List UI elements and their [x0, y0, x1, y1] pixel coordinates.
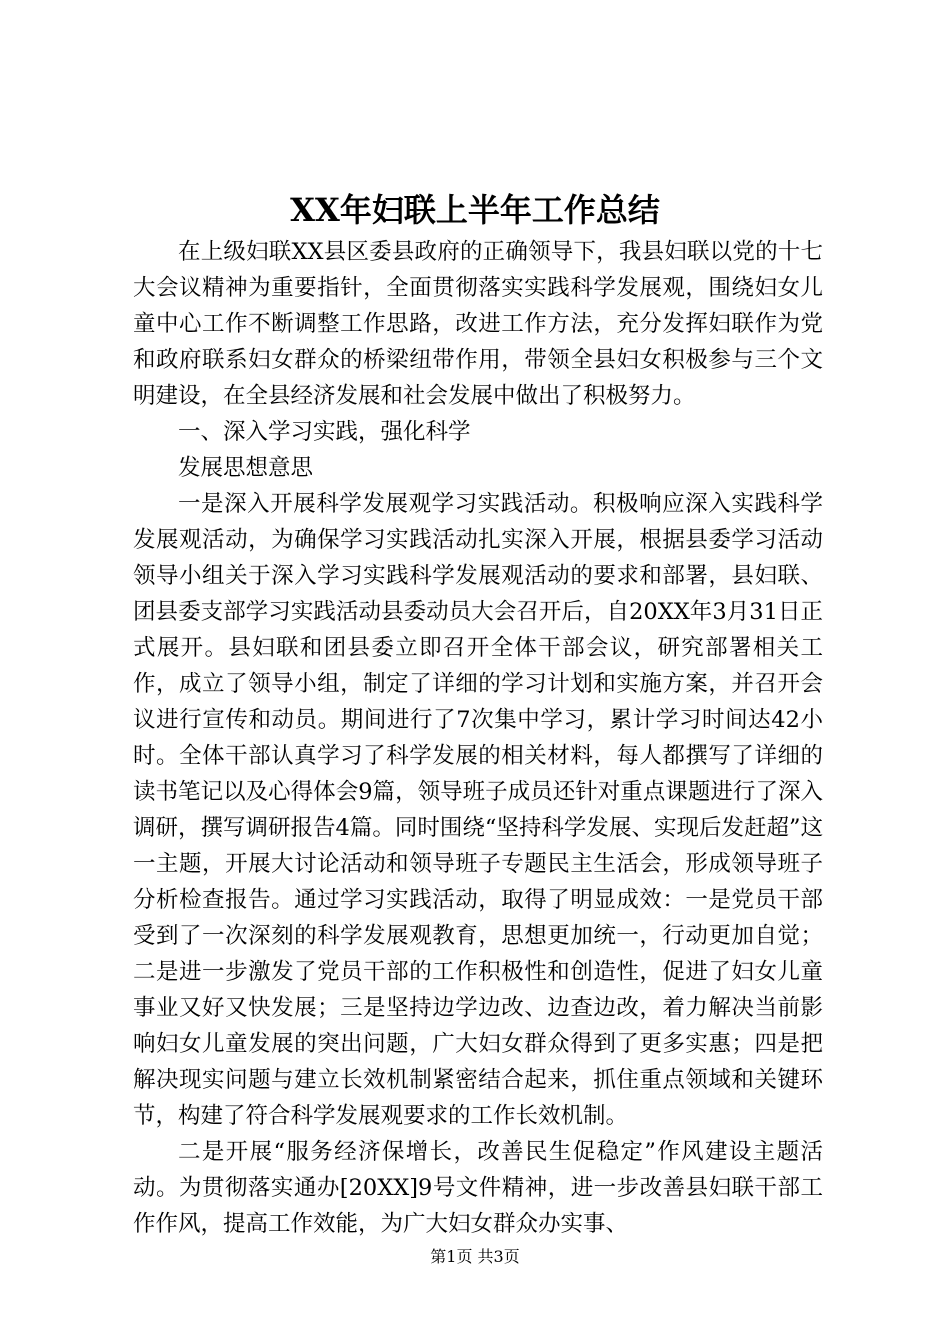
- section-heading-1: 一、深入学习实践，强化科学: [178, 419, 471, 445]
- section-heading-1-cont: 发展思想意思: [178, 455, 314, 481]
- paragraph-item-2: 二是开展“服务经济保增长，改善民生促稳定”作风建设主题活动。为贯彻落实通办[20XX]9号文件精神，进一步改善县妇联干部工作作风，提高工作效能，为广大妇女群众办实事、: [133, 1139, 823, 1237]
- document-title: XX年妇联上半年工作总结: [290, 191, 660, 229]
- document-body: [133, 234, 823, 1242]
- paragraph-item-1: 一是深入开展科学发展观学习实践活动。积极响应深入实践科学发展观活动，为确保学习实践活动扎实深入开展，根据县委学习活动领导小组关于深入学习实践科学发展观活动的要求和部署，县妇联、团县委支部学习实践活动县委动员大会召开后，自20XX年3月31日正式展开。县妇联和团县委立即召开全体干部会议，研究部署相关工作，成立了领导小组，制定了详细的学习计划和实施方案，并召开会议进行宣传和动员。期间进行了7次集中学习，累计学习时间达42小时。全体干部认真学习了科学发展的相关材料，每人都撰写了详细的读书笔记以及心得体会9篇，领导班子成员还针对重点课题进行了深入调研，撰写调研报告4篇。同时围绕“坚持科学发展、实现后发赶超”这一主题，开展大讨论活动和领导班子专题民主生活会，形成领导班子分析检查报告。通过学习实践活动，取得了明显成效：一是党员干部受到了一次深刻的科学发展观教育，思想更加统一，行动更加自觉；二是进一步激发了党员干部的工作积极性和创造性，促进了妇女儿童事业又好又快发展；三是坚持边学边改、边查边改，着力解决当前影响妇女儿童发展的突出问题，广大妇女群众得到了更多实惠；四是把解决现实问题与建立长效机制紧密结合起来，抓住重点领域和关键环节，构建了符合科学发展观要求的工作长效机制。: [133, 491, 823, 1129]
- page-number: 第1页 共3页: [430, 1247, 520, 1266]
- paragraph-intro: 在上级妇联XX县区委县政府的正确领导下，我县妇联以党的十七大会议精神为重要指针，全面贯彻落实实践科学发展观，围绕妇女儿童中心工作不断调整工作思路，改进工作方法，充分发挥妇联作为党和政府联系妇女群众的桥梁纽带作用，带领全县妇女积极参与三个文明建设，在全县经济发展和社会发展中做出了积极努力。: [133, 239, 823, 409]
